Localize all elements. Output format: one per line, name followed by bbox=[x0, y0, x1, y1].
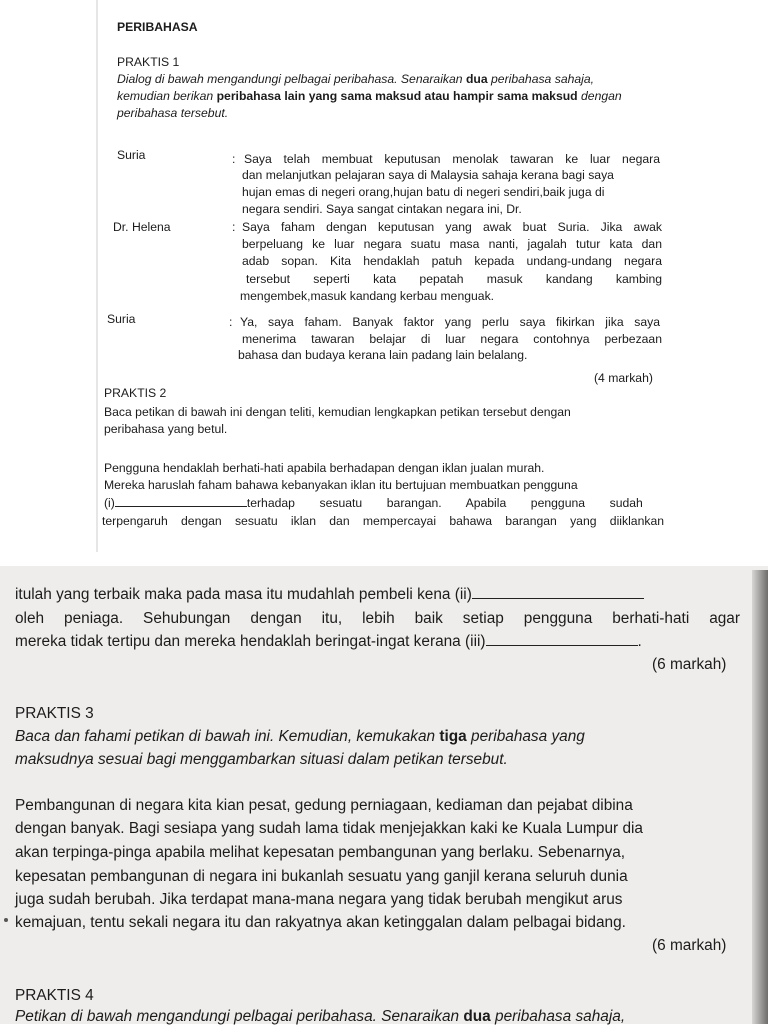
helena-line-4: tersebut seperti kata pepatah masuk kandang kambing bbox=[246, 272, 662, 286]
suria2-line-2: menerima tawaran belajar di luar negara contohnya perbezaan bbox=[242, 332, 662, 346]
helena-line-1: Saya faham dengan keputusan yang awak buat Suria. Jika awak bbox=[242, 220, 662, 234]
dialog-colon: : bbox=[232, 152, 236, 166]
passage-3-line-2: dengan banyak. Bagi sesiapa yang sudah lama tidak menjejakkan kaki ke Kuala Lumpur dia bbox=[15, 820, 643, 837]
passage-2-line-7: mereka tidak tertipu dan mereka hendaklah beringat-ingat kerana (iii) . bbox=[15, 633, 642, 650]
praktis-1-heading: PRAKTIS 1 bbox=[117, 55, 180, 69]
suria2-line-1: Ya, saya faham. Banyak faktor yang perlu saya fikirkan jika saya bbox=[240, 315, 660, 329]
praktis-1-instruction-line-1: Dialog di bawah mengandungi pelbagai peribahasa. Senaraikan dua peribahasa sahaja, bbox=[117, 72, 595, 86]
passage-2-line-4: terpengaruh dengan sesuatu iklan dan mempercayai bahawa barangan yang diiklankan bbox=[102, 514, 664, 528]
passage-2-line-1: Pengguna hendaklah berhati-hati apabila berhadapan dengan iklan jualan murah. bbox=[104, 461, 545, 475]
passage-2-line-2: Mereka haruslah faham bahawa kebanyakan iklan itu bertujuan membuatkan pengguna bbox=[104, 478, 578, 492]
passage-3-line-5: juga sudah berubah. Jika terdapat mana-mana negara yang tidak berubah mengikut arus bbox=[15, 891, 623, 908]
praktis-1-instruction-line-3: peribahasa tersebut. bbox=[117, 106, 229, 120]
page-edge-line bbox=[96, 0, 98, 552]
passage-2-line-6: oleh peniaga. Sehubungan dengan itu, lebih baik setiap pengguna berhati-hati agar bbox=[15, 610, 740, 627]
passage-2-line-3: (i) terhadap sesuatu barangan. Apabila pengguna sudah bbox=[104, 496, 643, 510]
praktis-3-marks: (6 markah) bbox=[652, 937, 727, 954]
praktis-2-marks: (6 markah) bbox=[652, 656, 727, 673]
praktis-1-marks: (4 markah) bbox=[594, 371, 653, 385]
suria-line-1: Saya telah membuat keputusan menolak tawaran ke luar negara bbox=[244, 152, 660, 166]
page-shadow bbox=[752, 570, 768, 1024]
praktis-2-heading: PRAKTIS 2 bbox=[104, 386, 167, 400]
praktis-2-instruction-line-2: peribahasa yang betul. bbox=[104, 422, 228, 436]
passage-2-line-5: itulah yang terbaik maka pada masa itu mudahlah pembeli kena (ii) bbox=[15, 586, 644, 604]
praktis-3-instruction-line-1: Baca dan fahami petikan di bawah ini. Kemudian, kemukakan tiga peribahasa yang bbox=[15, 728, 585, 745]
speaker-suria-2: Suria bbox=[107, 312, 136, 326]
page-gap bbox=[0, 552, 768, 566]
helena-line-3: adab sopan. Kita hendaklah patuh kepada undang-undang negara bbox=[242, 254, 662, 268]
suria-line-4: negara sendiri. Saya sangat cintakan negara ini, Dr. bbox=[242, 202, 522, 216]
dialog-colon: : bbox=[232, 220, 236, 234]
speaker-suria: Suria bbox=[117, 148, 146, 162]
speaker-dr-helena: Dr. Helena bbox=[113, 220, 171, 234]
helena-line-5: mengembek,masuk kandang kerbau menguak. bbox=[240, 289, 495, 303]
passage-3-line-6: kemajuan, tentu sekali negara itu dan rakyatnya akan ketinggalan dalam pelbagai bidang. bbox=[15, 914, 626, 931]
suria2-line-3: bahasa dan budaya kerana lain padang lain belalang. bbox=[238, 348, 528, 362]
praktis-3-heading: PRAKTIS 3 bbox=[15, 705, 94, 722]
blank-i[interactable] bbox=[115, 506, 247, 507]
passage-3-line-3: akan terpinga-pinga apabila melihat kepesatan pembangunan yang berlaku. Sebenarnya, bbox=[15, 844, 626, 861]
passage-3-line-1: Pembangunan di negara kita kian pesat, gedung perniagaan, kediaman dan pejabat dibina bbox=[15, 797, 633, 814]
page-title: PERIBAHASA bbox=[117, 20, 198, 34]
blank-ii[interactable] bbox=[472, 598, 644, 599]
passage-3-line-4: kepesatan pembangunan di negara ini bukanlah sesuatu yang ganjil kerana seluruh dunia bbox=[15, 868, 628, 885]
suria-line-3: hujan emas di negeri orang,hujan batu di negeri sendiri,baik juga di bbox=[242, 185, 605, 199]
praktis-1-instruction-line-2: kemudian berikan peribahasa lain yang sama maksud atau hampir sama maksud dengan bbox=[117, 89, 622, 103]
praktis-3-instruction-line-2: maksudnya sesuai bagi menggambarkan situasi dalam petikan tersebut. bbox=[15, 751, 508, 768]
dialog-colon: : bbox=[229, 315, 233, 329]
blank-iii[interactable] bbox=[486, 645, 638, 646]
praktis-2-instruction-line-1: Baca petikan di bawah ini dengan teliti, kemudian lengkapkan petikan tersebut dengan bbox=[104, 405, 571, 419]
helena-line-2: berpeluang ke luar negara suatu masa nanti, jagalah tutur kata dan bbox=[242, 237, 662, 251]
praktis-4-heading: PRAKTIS 4 bbox=[15, 987, 94, 1004]
suria-line-2: dan melanjutkan pelajaran saya di Malaysia sahaja kerana bagi saya bbox=[242, 168, 614, 182]
praktis-4-instruction-line-1: Petikan di bawah mengandungi pelbagai peribahasa. Senaraikan dua peribahasa sahaja, bbox=[15, 1008, 626, 1025]
margin-dot bbox=[4, 918, 8, 922]
